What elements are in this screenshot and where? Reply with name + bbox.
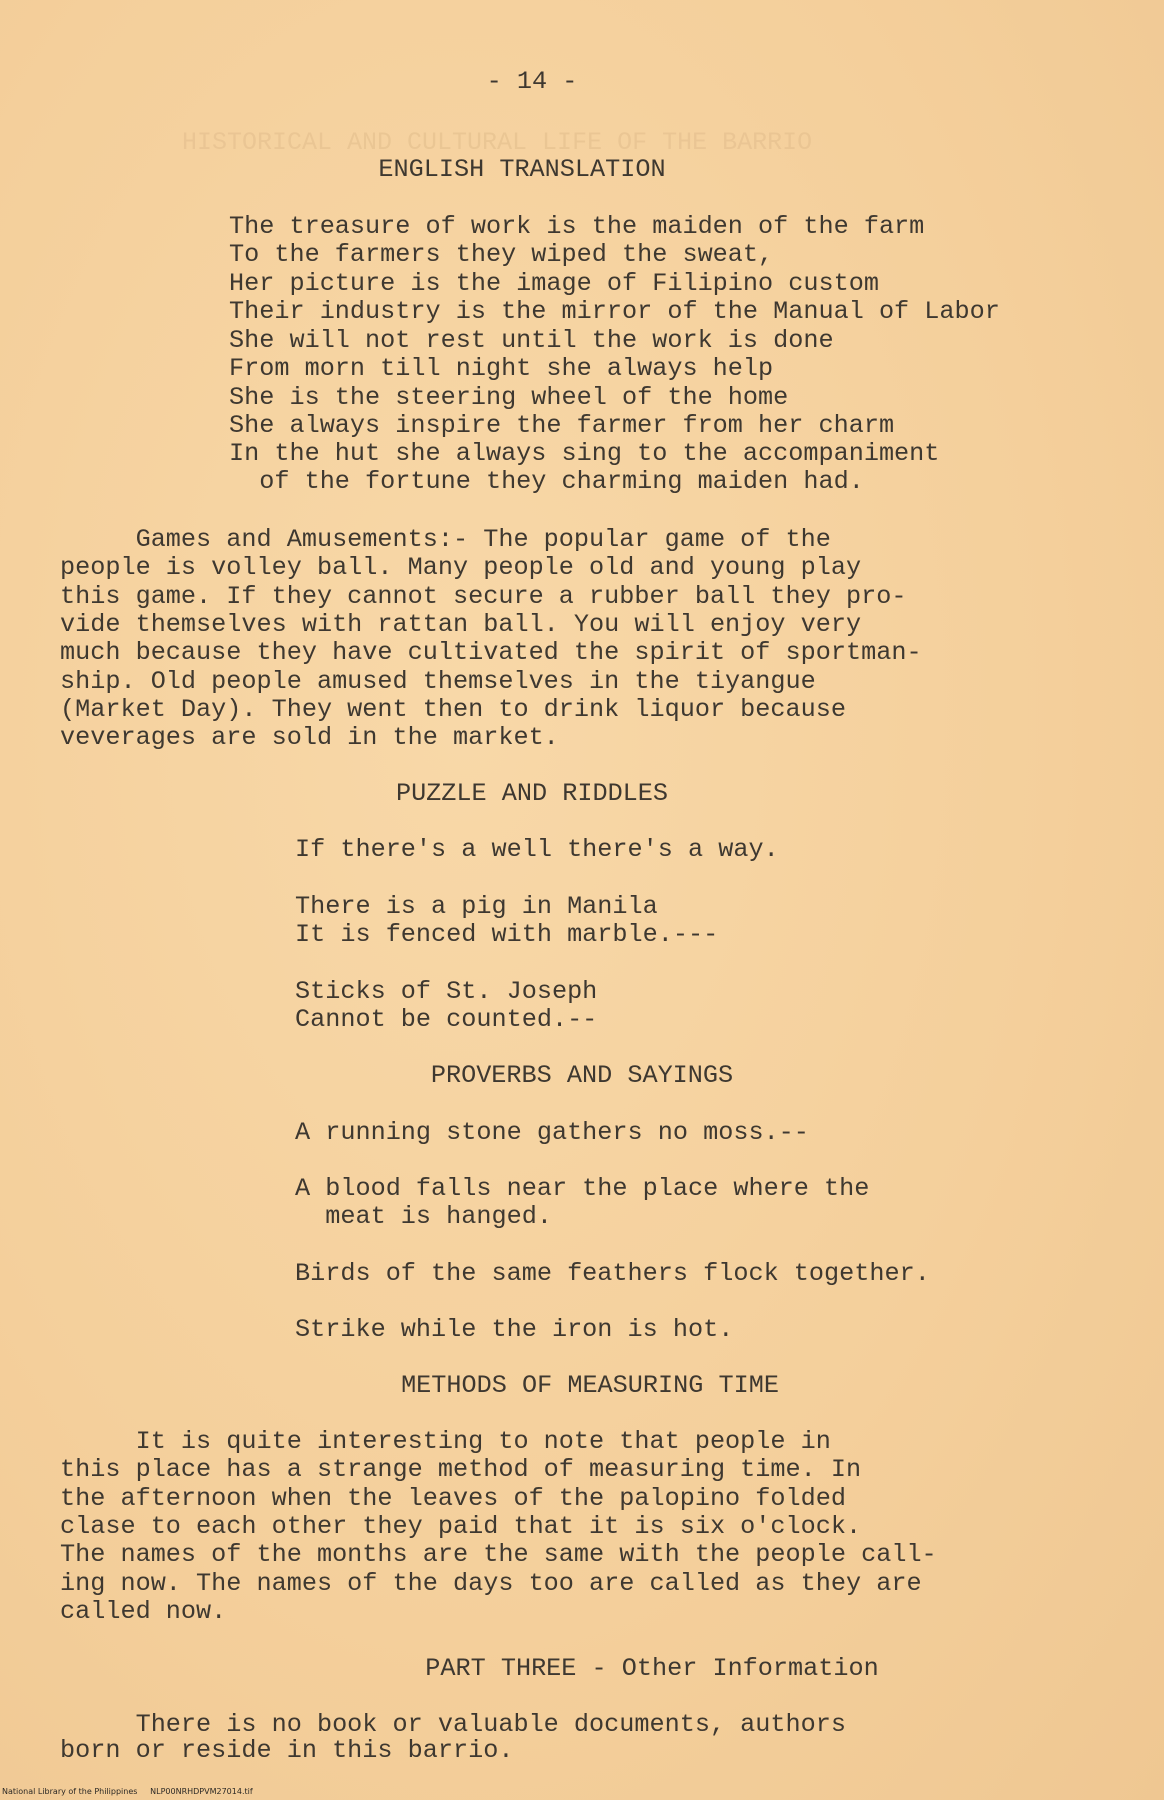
games-paragraph-line: ship. Old people amused themselves in the tiyangue bbox=[60, 667, 816, 696]
games-paragraph-line: much because they have cultivated the spirit of sportman- bbox=[60, 638, 922, 667]
part-three-heading: PART THREE - Other Information bbox=[425, 1654, 879, 1683]
time-paragraph-line: the afternoon when the leaves of the palopino folded bbox=[60, 1484, 846, 1513]
time-paragraph-line: ing now. The names of the days too are called as they are bbox=[60, 1569, 922, 1598]
proverb-line: A blood falls near the place where the bbox=[295, 1174, 870, 1203]
poem-line: In the hut she always sing to the accompaniment bbox=[229, 439, 940, 468]
proverb-line: Birds of the same feathers flock together. bbox=[295, 1259, 930, 1288]
time-paragraph-line: called now. bbox=[60, 1597, 227, 1626]
games-paragraph-line: vide themselves with rattan ball. You will enjoy very bbox=[60, 610, 862, 639]
poem-line: She always inspire the farmer from her charm bbox=[229, 411, 895, 440]
poem-line: The treasure of work is the maiden of the farm bbox=[229, 212, 925, 241]
poem-line: From morn till night she always help bbox=[229, 354, 774, 383]
games-paragraph-line: (Market Day). They went then to drink liquor because bbox=[60, 695, 846, 724]
time-paragraph-line: It is quite interesting to note that people in bbox=[60, 1427, 831, 1456]
games-paragraph-line: Games and Amusements:- The popular game of the bbox=[60, 525, 831, 554]
games-paragraph-line: this game. If they cannot secure a rubber ball they pro- bbox=[60, 582, 907, 611]
proverbs-heading: PROVERBS AND SAYINGS bbox=[430, 1061, 734, 1090]
poem-line: She is the steering wheel of the home bbox=[229, 383, 789, 412]
games-paragraph-line: people is volley ball. Many people old and young play bbox=[60, 553, 862, 582]
page-number: - 14 - bbox=[486, 67, 578, 96]
games-paragraph-line: veverages are sold in the market. bbox=[60, 723, 559, 752]
proverb-line: A running stone gathers no moss.-- bbox=[295, 1118, 809, 1147]
poem-line: She will not rest until the work is done bbox=[229, 326, 834, 355]
proverb-line: meat is hanged. bbox=[295, 1202, 552, 1231]
part-three-line: There is no book or valuable documents, authors bbox=[60, 1710, 846, 1739]
riddle-line: Cannot be counted.-- bbox=[295, 1005, 598, 1034]
riddle-line: There is a pig in Manila bbox=[295, 892, 658, 921]
time-paragraph-line: clase to each other they paid that it is six o'clock. bbox=[60, 1512, 862, 1541]
time-heading: METHODS OF MEASURING TIME bbox=[401, 1371, 779, 1400]
time-paragraph-line: this place has a strange method of measuring time. In bbox=[60, 1455, 862, 1484]
poem-line: To the farmers they wiped the sweat, bbox=[229, 240, 774, 269]
bleed-through-text: HISTORICAL AND CULTURAL LIFE OF THE BARRIO bbox=[182, 128, 813, 157]
riddle-line: If there's a well there's a way. bbox=[295, 835, 779, 864]
poem-line: of the fortune they charming maiden had. bbox=[229, 467, 864, 496]
part-three-line: born or reside in this barrio. bbox=[60, 1736, 514, 1765]
time-paragraph-line: The names of the months are the same with the people call- bbox=[60, 1540, 937, 1569]
riddle-line: It is fenced with marble.--- bbox=[295, 920, 719, 949]
translation-heading: ENGLISH TRANSLATION bbox=[378, 155, 666, 184]
scan-footer: National Library of the Philippines NLP00NRHDPVM27014.tif bbox=[2, 1787, 253, 1796]
riddles-heading: PUZZLE AND RIDDLES bbox=[395, 779, 669, 808]
poem-line: Their industry is the mirror of the Manual of Labor bbox=[229, 297, 1000, 326]
riddle-line: Sticks of St. Joseph bbox=[295, 977, 598, 1006]
poem-line: Her picture is the image of Filipino custom bbox=[229, 269, 879, 298]
proverb-line: Strike while the iron is hot. bbox=[295, 1315, 734, 1344]
